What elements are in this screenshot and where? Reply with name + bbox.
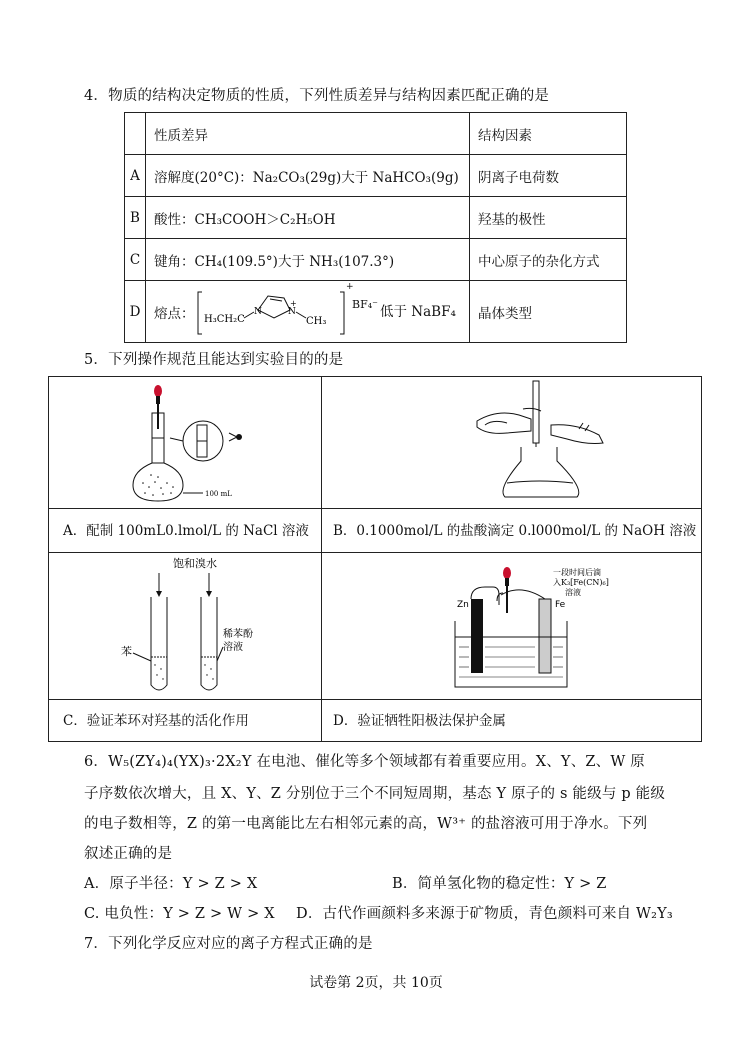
d-note-3: 溶液 [565, 588, 581, 597]
d-note-2: 入K₃[Fe(CN)₆] [553, 578, 609, 587]
q4-row-a-factor: 阴离子电荷数 [470, 155, 627, 197]
q6-option-a: A．原子半径：Y > Z > X [84, 876, 258, 892]
q4-row-b-prop: 酸性：CH₃COOH＞C₂H₅OH [146, 197, 470, 239]
sacrificial-anode-figure [441, 565, 611, 695]
imidazolium-structure [196, 284, 346, 340]
grid-hline-2 [49, 552, 701, 553]
benzene-label: 苯 [121, 645, 132, 658]
q4-row-a-prop: 溶解度(20°C)：Na₂CO₃(29g)大于 NaHCO₃(9g) [146, 155, 470, 197]
titration-figure [467, 379, 617, 505]
grid-hline-3 [49, 699, 701, 700]
q4-row-b-factor: 羟基的极性 [470, 197, 627, 239]
bromine-water-label: 饱和溴水 [173, 557, 217, 570]
grid-hline-1 [49, 508, 701, 509]
q4-header-blank [125, 113, 146, 155]
q5-options-grid [48, 376, 702, 742]
q6-line4: 叙述正确的是 [84, 846, 173, 862]
struct-n2-charge: + [290, 298, 297, 308]
q4-row-c-factor: 中心原子的杂化方式 [470, 239, 627, 281]
q5-stem: 5．下列操作规范且能达到实验目的的是 [84, 352, 344, 368]
q4-stem: 4．物质的结构决定物质的性质，下列性质差异与结构因素匹配正确的是 [84, 88, 550, 104]
option-c-caption: C．验证苯环对羟基的活化作用 [63, 713, 249, 729]
q4-row-d-anion: BF₄⁻ [352, 297, 378, 311]
bromine-water-test-figure [119, 557, 269, 697]
volumetric-flask-figure [125, 383, 265, 505]
q4-row-d-charge: + [346, 281, 354, 292]
phenol-label-2: 溶液 [223, 642, 243, 653]
phenol-label-1: 稀苯酚 [223, 629, 253, 640]
option-b-caption: B．0.1000mol/L 的盐酸滴定 0.l000mol/L 的 NaOH 溶液 [333, 523, 697, 539]
struct-n2: N [288, 306, 296, 317]
q6-option-c: C. 电负性：Y > Z > W > X [84, 906, 275, 922]
q6-line2: 子序数依次增大，且 X、Y、Z 分别位于三个不同短周期，基态 Y 原子的 s 能级与 p 能级 [84, 786, 666, 802]
page-footer: 试卷第 2页，共 10页 [309, 975, 443, 991]
q6-line3: 的电子数相等，Z 的第一电离能比左右相邻元素的高，W³⁺ 的盐溶液可用于净水。下列 [84, 816, 648, 832]
fe-label: Fe [555, 600, 566, 610]
q4-row-d-prefix: 熔点： [154, 305, 195, 322]
q7-stem: 7．下列化学反应对应的离子方程式正确的是 [84, 936, 373, 952]
q4-row-c-prop: 键角：CH₄(109.5°)大于 NH₃(107.3°) [146, 239, 470, 281]
q4-row-d-suffix: 低于 NaBF₄ [380, 303, 456, 320]
flask-volume-label: 100 mL [205, 490, 232, 498]
q4-row-d-prop [146, 281, 470, 343]
option-d-caption: D．验证牺牲阳极法保护金属 [333, 713, 506, 729]
struct-n1: N [254, 306, 262, 317]
q4-row-d-label: D [125, 281, 146, 343]
q4-header-prop: 性质差异 [146, 113, 470, 155]
q4-row-b-label: B [125, 197, 146, 239]
grid-vdivider [321, 377, 322, 741]
q6-option-d: D．古代作画颜料多来源于矿物质，青色颜料可来自 W₂Y₃ [296, 906, 673, 922]
zn-label: Zn [457, 600, 469, 610]
struct-methyl: CH₃ [306, 315, 327, 327]
q6-option-b: B．简单氢化物的稳定性：Y > Z [392, 876, 607, 892]
q4-row-a-label: A [125, 155, 146, 197]
q4-row-c-label: C [125, 239, 146, 281]
q4-table [124, 112, 627, 343]
option-a-caption: A．配制 100mL0.lmol/L 的 NaCl 溶液 [63, 523, 309, 539]
d-note-1: 一段时间后滴 [553, 568, 601, 577]
struct-ethyl: H₃CH₂C [204, 313, 245, 325]
q6-line1: 6．W₅(ZY₄)₄(YX)₃·2X₂Y 在电池、催化等多个领域都有着重要应用。X、Y、Z、W 原 [84, 754, 645, 770]
q4-header-factor: 结构因素 [470, 113, 627, 155]
q4-row-d-factor: 晶体类型 [470, 281, 627, 343]
